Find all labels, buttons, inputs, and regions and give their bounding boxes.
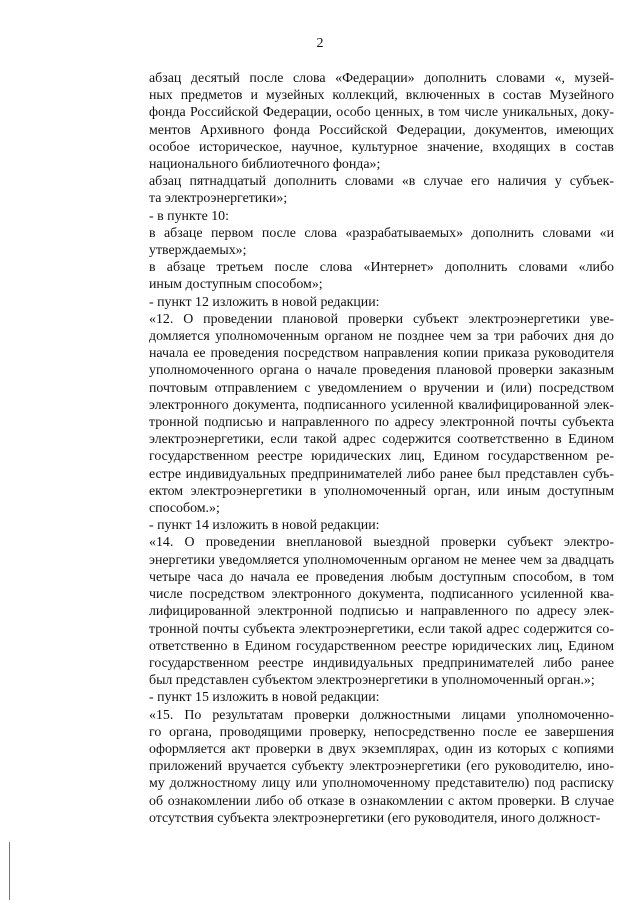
text-line: - пункт 12 изложить в новой редакции: (149, 294, 380, 310)
scan-edge-mark (9, 842, 10, 900)
text-line: числе посредством электронного документа, подписанного усиленной ква- (149, 587, 614, 603)
text-line: - пункт 14 изложить в новой редакции: (149, 518, 380, 534)
paragraph-p6 (117, 294, 614, 311)
paragraph-p9 (117, 534, 614, 689)
text-line: «12. О проведении плановой проверки субъект электроэнергетики уве- (149, 311, 614, 327)
text-line: - пункт 15 изложить в новой редакции: (149, 690, 380, 706)
text-line: тронной подписью и направленного по адресу электронной почты субъекта (149, 415, 614, 431)
text-line: домляется уполномоченным органом не позднее чем за три рабочих дня до (149, 329, 614, 345)
text-line: ментов Архивного фонда Российской Федерации, документов, имеющих (149, 122, 614, 138)
text-line: начала ее проведения посредством направления копии приказа руководителя (149, 346, 614, 362)
text-line: утверждаемых»; (149, 243, 247, 259)
text-line: электронного документа, подписанного усиленной квалифицированной элек- (149, 397, 614, 413)
text-line: в абзаце третьем после слова «Интернет» дополнить словами «либо (149, 260, 614, 276)
text-line: ектом электроэнергетики в уполномоченный орган, или иным доступным (149, 483, 614, 499)
text-line: особое историческое, научное, культурное значение, входящих в состав (149, 139, 614, 155)
text-line: абзац пятнадцатый дополнить словами «в случае его наличия у субъек- (149, 174, 614, 190)
paragraph-p10 (117, 689, 614, 706)
paragraph-p7 (117, 311, 614, 517)
paragraph-p1 (117, 70, 614, 173)
text-line: лифицированной электронной подписью и направленного по адресу элек- (149, 604, 614, 620)
text-line: электроэнергетики, если такой адрес содержится соответственно в Едином (149, 432, 614, 448)
text-line: «15. По результатам проверки должностными лицами уполномоченно- (149, 707, 614, 723)
text-line: му должностному лицу или уполномоченному представителю) под расписку (149, 776, 614, 792)
document-body (117, 70, 614, 827)
text-line: в абзаце первом после слова «разрабатываемых» дополнить словами «и (149, 225, 614, 241)
text-line: об ознакомлении либо об отказе в ознакомлении с актом проверки. В случае (149, 793, 614, 809)
text-line: «14. О проведении внеплановой выездной проверки субъект электро- (149, 535, 614, 551)
text-line: та электроэнергетики»; (149, 191, 288, 207)
text-line: энергетики уведомляется уполномоченным органом не менее чем за двадцать (149, 552, 614, 568)
text-line: ных предметов и музейных коллекций, включенных в состав Музейного (149, 88, 614, 104)
text-line: естре индивидуальных предпринимателей либо ранее был представлен субъ- (149, 466, 614, 482)
paragraph-p3 (117, 208, 614, 225)
text-line: ответственно в Едином государственном реестре юридических лиц, Едином (149, 638, 614, 654)
text-line: способом.»; (149, 501, 220, 517)
text-line: - в пункте 10: (149, 208, 229, 224)
text-line: государственном реестре индивидуальных предпринимателей либо ранее (149, 655, 614, 671)
text-line: фонда Российской Федерации, особо ценных, в том числе уникальных, доку- (149, 105, 614, 121)
text-line: приложений вручается субъекту электроэнергетики (его руководителю, ино- (149, 759, 614, 775)
paragraph-p8 (117, 517, 614, 534)
text-line: почтовым отправлением с уведомлением о вручении и (или) посредством (149, 380, 614, 396)
text-line: оформляется акт проверки в двух экземплярах, один из которых с копиями (149, 741, 614, 757)
text-line: абзац десятый после слова «Федерации» дополнить словами «, музей- (149, 71, 614, 86)
text-line: иным доступным способом»; (149, 277, 323, 293)
text-line: отсутствия субъекта электроэнергетики (его руководителя, иного должност- (149, 810, 601, 826)
text-line: уполномоченного органа о начале проведения плановой проверки заказным (149, 363, 614, 379)
paragraph-p4 (117, 225, 614, 259)
paragraph-p11 (117, 707, 614, 827)
text-line: был представлен субъектом электроэнергетики в уполномоченный орган.»; (149, 673, 595, 689)
text-line: четыре часа до начала ее проведения любым доступным способом, в том (149, 569, 614, 585)
text-line: тронной почты субъекта электроэнергетики, если такой адрес содержится со- (149, 621, 614, 637)
text-line: го органа, проводящими проверку, непосредственно после ее завершения (149, 724, 614, 740)
paragraph-p5 (117, 259, 614, 293)
page-number: 2 (316, 36, 324, 51)
text-line: государственном реестре юридических лиц, Едином государственном ре- (149, 449, 614, 465)
text-line: национального библиотечного фонда»; (149, 157, 381, 173)
paragraph-p2 (117, 173, 614, 207)
